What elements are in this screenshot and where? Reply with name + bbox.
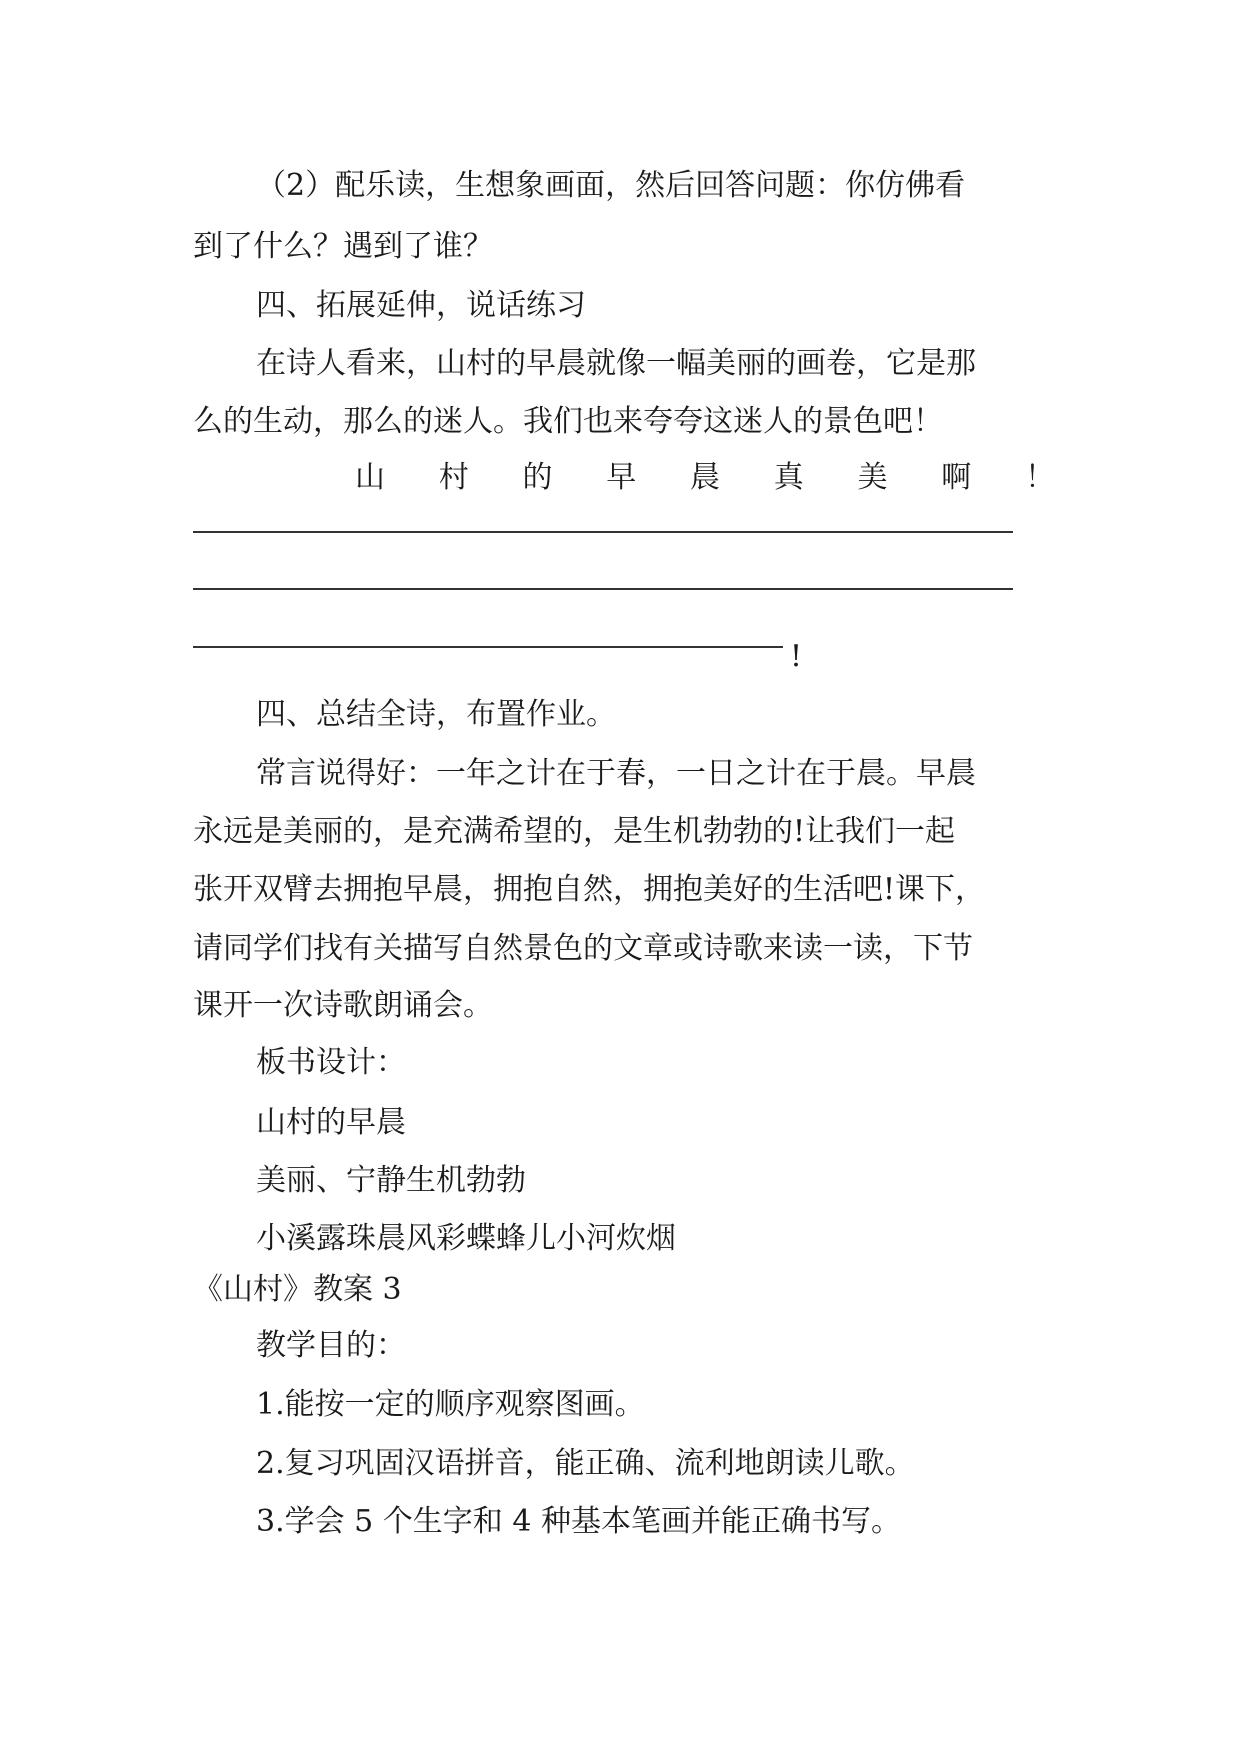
prompt-char: 啊 — [941, 460, 972, 495]
list-item: 2.复习巩固汉语拼音，能正确、流利地朗读儿歌。 — [256, 1446, 915, 1481]
section-heading: 四、拓展延伸，说话练习 — [256, 288, 586, 323]
prompt-char: 真 — [773, 460, 804, 495]
blackboard-line: 小溪露珠晨风彩蝶蜂儿小河炊烟 — [256, 1221, 676, 1256]
paragraph-line: 张开双臂去拥抱早晨，拥抱自然，拥抱美好的生活吧!课下， — [193, 872, 986, 907]
list-item: 1.能按一定的顺序观察图画。 — [256, 1387, 645, 1422]
prompt-char: 山 — [355, 460, 385, 495]
prompt-char: 的 — [522, 460, 553, 495]
prompt-char: 早 — [606, 460, 637, 495]
exercise-prompt — [355, 458, 1055, 498]
paragraph-line: （2）配乐读，生想象画面，然后回答问题：你仿佛看 — [256, 168, 966, 203]
prompt-char: ！ — [1025, 460, 1055, 495]
paragraph-line: 常言说得好：一年之计在于春，一日之计在于晨。早晨 — [256, 756, 976, 791]
paragraph-line: 请同学们找有关描写自然景色的文章或诗歌来读一读，下节 — [193, 931, 973, 966]
paragraph-line: 么的生动，那么的迷人。我们也来夸夸这迷人的景色吧！ — [193, 404, 943, 439]
prompt-char: 晨 — [690, 460, 720, 495]
document-title: 《山村》教案 3 — [193, 1272, 402, 1307]
blank-end-mark: ! — [790, 639, 803, 674]
list-item: 3.学会 5 个生字和 4 种基本笔画并能正确书写。 — [256, 1504, 901, 1539]
paragraph-line: 在诗人看来，山村的早晨就像一幅美丽的画卷，它是那 — [256, 346, 976, 381]
paragraph-line: 课开一次诗歌朗诵会。 — [193, 988, 493, 1023]
section-heading: 四、总结全诗，布置作业。 — [256, 697, 616, 732]
blackboard-heading: 板书设计： — [256, 1045, 406, 1080]
paragraph-line: 到了什么？遇到了谁？ — [193, 229, 493, 264]
prompt-char: 村 — [438, 460, 469, 495]
fill-in-blank-line — [193, 588, 1013, 590]
blackboard-line: 美丽、宁静生机勃勃 — [256, 1163, 526, 1198]
section-heading: 教学目的： — [256, 1328, 406, 1363]
paragraph-line: 永远是美丽的，是充满希望的，是生机勃勃的!让我们一起 — [193, 814, 956, 849]
fill-in-blank-line — [193, 646, 783, 648]
blackboard-line: 山村的早晨 — [256, 1105, 406, 1140]
fill-in-blank-line — [193, 531, 1013, 533]
prompt-char: 美 — [857, 460, 888, 495]
